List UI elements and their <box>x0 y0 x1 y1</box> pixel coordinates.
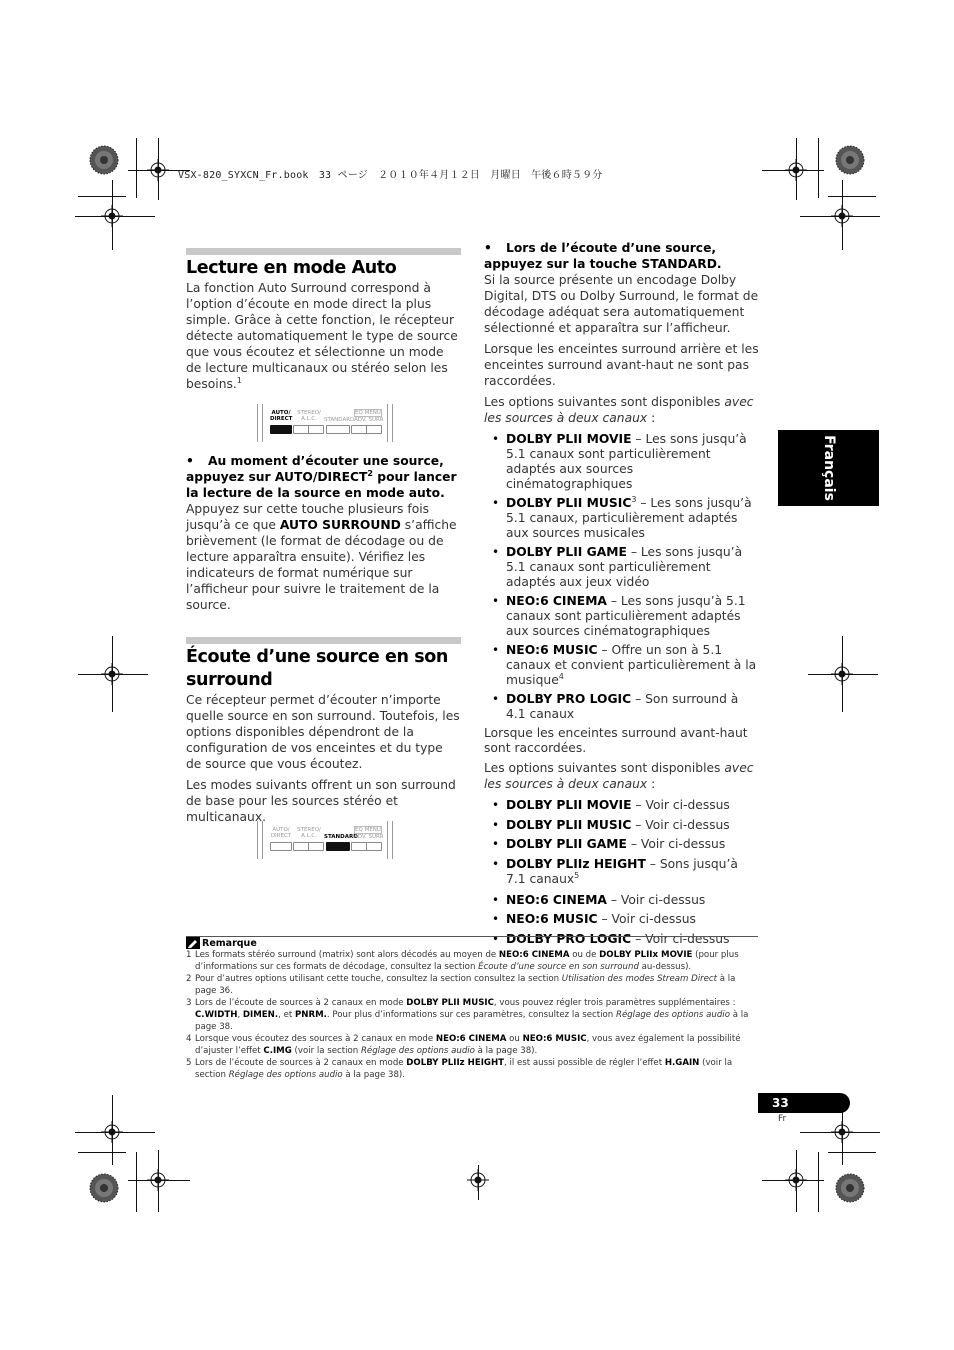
registration-mark-icon <box>785 1169 807 1191</box>
step-auto <box>186 453 461 613</box>
auto-direct-button <box>270 842 292 851</box>
list-item: • DOLBY PLII GAME – Voir ci-dessus <box>484 837 759 852</box>
note-text: (voir la section <box>291 1046 361 1056</box>
note-text: Lorsque vous écoutez des sources à 2 canaux en mode <box>195 1034 436 1044</box>
registration-mark-icon <box>831 663 853 685</box>
paragraph: Les options suivantes sont disponibles avec les sources à deux canaux : <box>484 761 754 791</box>
paragraph: Appuyez sur cette touche plusieurs fois jusqu’à ce que AUTO SURROUND s’affiche brièvement (le format de décodage ou de lecture apparaîtra ensuite). Vérifiez les indicateurs de format numérique sur l’afficheur pour suivre le traitement de la source. <box>186 502 457 612</box>
auto-direct-label: AUTO/ DIRECT <box>270 827 292 839</box>
note-text: à la page 36. <box>195 974 736 996</box>
list-item: • NEO:6 MUSIC – Offre un son à 5.1 canaux et convient particulièrement à la musique$^4$ <box>484 643 759 688</box>
crop-line <box>78 1152 126 1153</box>
section-title-surround: Écoute d’une source en son surround <box>186 647 448 690</box>
section-bar <box>186 248 461 255</box>
front-panel-diagram-standard <box>257 821 393 859</box>
mode-list-no-height <box>484 432 759 722</box>
list-item: • DOLBY PLII GAME – Les sons jusqu’à 5.1 canaux sont particulièrement adaptés aux jeux vidéo <box>484 545 759 590</box>
note-number: 4 <box>186 1034 192 1044</box>
auto-direct-label: AUTO/ DIRECT <box>270 410 293 422</box>
note-item <box>186 973 758 997</box>
paragraph: La fonction Auto Surround correspond à l’option d’écoute en mode direct la plus simple. Grâce à cette fonction, le récepteur détecte automatiquement le type de source que vous écoutez et sélectionne un mode de lecture multicanaux ou stéréo selon les besoins.$^1$ <box>186 281 458 391</box>
note-item <box>186 1057 758 1081</box>
page-number-badge <box>758 1093 850 1113</box>
list-item: • NEO:6 CINEMA – Les sons jusqu’à 5.1 canaux sont particulièrement adaptés aux sources cinématographiques <box>484 594 759 639</box>
crop-line <box>828 196 876 197</box>
list-item: • DOLBY PRO LOGIC – Son surround à 4.1 canaux <box>484 692 759 722</box>
registration-mark-icon <box>101 205 123 227</box>
list-item: • DOLBY PLII MUSIC – Voir ci-dessus <box>484 818 759 833</box>
stereo-alc-label: STEREO/ A.L.C. <box>297 410 321 422</box>
page-number: 33 <box>772 1096 789 1110</box>
list-item: • DOLBY PLIIz HEIGHT – Sons jusqu’à 7.1 canaux$^5$ <box>484 857 759 887</box>
registration-mark-icon <box>467 1169 489 1191</box>
note-text: DOLBY PLII MUSIC <box>406 998 494 1008</box>
list-item: • NEO:6 CINEMA – Voir ci-dessus <box>484 893 759 908</box>
standard-label: STANDARD <box>324 417 355 423</box>
note-text: NEO:6 CINEMA <box>498 950 570 960</box>
note-text: , vous pouvez régler trois paramètres supplémentaires : <box>493 998 736 1008</box>
note-text: (pour plus d’informations sur ces formats de décodage, consultez la section <box>195 950 739 972</box>
note-text: Pour d’autres options utilisant cette touche, consultez la section consultez la section <box>195 974 562 984</box>
note-text: C.IMG <box>263 1046 292 1056</box>
note-text: , <box>237 1010 243 1020</box>
surr-button <box>366 425 382 434</box>
note-icon <box>186 937 200 949</box>
paragraph: Les modes suivants offrent un son surround de base pour les sources stéréo et multicanaux. <box>186 778 456 824</box>
note-text: PNRM. <box>294 1010 327 1020</box>
note-text: H.GAIN <box>664 1058 700 1068</box>
note-text: Réglage des options audio <box>228 1070 343 1080</box>
right-column <box>484 240 759 947</box>
alc-button <box>308 842 324 851</box>
standard-button <box>326 425 350 434</box>
note-text: à la page 38). <box>342 1070 406 1080</box>
note-text: DOLBY PLIIz HEIGHT <box>406 1058 505 1068</box>
stereo-button <box>293 425 309 434</box>
step-instruction: • Lors de l’écoute d’une source, appuyez sur la touche STANDARD. <box>484 241 722 271</box>
language-code: Fr <box>778 1114 787 1124</box>
language-tab-label: Français <box>820 435 837 501</box>
adv-surr-label: ADV. SURR <box>354 417 384 423</box>
note-text: à la page 38. <box>195 1010 749 1032</box>
adv-button <box>351 842 367 851</box>
note-number: 5 <box>186 1058 192 1068</box>
front-panel-diagram-auto <box>257 404 393 442</box>
notes-list <box>186 949 758 1081</box>
auto-direct-button <box>270 425 292 434</box>
note-text: à la page 38). <box>474 1046 538 1056</box>
paragraph: Ce récepteur permet d’écouter n’importe quelle source en son surround. Toutefois, les options disponibles dépendront de la configuration de vos enceintes et du type de source que vous écoutez. <box>186 693 460 771</box>
note-number: 2 <box>186 974 192 984</box>
eq-menu-label: EQ MENU <box>355 827 381 833</box>
eq-menu-label: EQ MENU <box>355 410 381 416</box>
adv-button <box>351 425 367 434</box>
note-text: C.WIDTH <box>195 1010 238 1020</box>
mode-list-height <box>484 798 759 947</box>
standard-label: STANDARD <box>324 834 358 840</box>
registration-mark-icon <box>147 159 169 181</box>
crop-line <box>136 138 137 198</box>
note-text: Les formats stéréo surround (matrix) sont alors décodés au moyen de <box>195 950 499 960</box>
registration-mark-icon <box>147 1169 169 1191</box>
paragraph: Si la source présente un encodage Dolby Digital, DTS ou Dolby Surround, le format de décodage adéquat sera automatiquement sélectionné et apparaîtra sur l’afficheur. <box>484 273 759 335</box>
note-item <box>186 1033 758 1057</box>
note-item <box>186 997 758 1033</box>
registration-mark-icon <box>101 663 123 685</box>
alc-button <box>308 425 324 434</box>
note-text: , et <box>278 1010 295 1020</box>
note-text: . Pour plus d’informations sur ces paramètres, consultez la section <box>326 1010 616 1020</box>
stereo-alc-label: STEREO/ A.L.C. <box>297 827 321 839</box>
note-text: ou <box>506 1034 523 1044</box>
surr-button <box>366 842 382 851</box>
list-item: • DOLBY PLII MOVIE – Voir ci-dessus <box>484 798 759 813</box>
note-text: , il est aussi possible de régler l’effet <box>504 1058 665 1068</box>
registration-mark-icon <box>831 1121 853 1143</box>
crop-line <box>78 196 126 197</box>
notes-heading: Remarque <box>186 937 758 949</box>
registration-mark-icon <box>785 159 807 181</box>
starburst-icon <box>835 145 865 175</box>
language-tab <box>778 430 879 506</box>
standard-button <box>326 842 350 851</box>
paragraph: Les options suivantes sont disponibles avec les sources à deux canaux : <box>484 395 754 425</box>
note-text: NEO:6 CINEMA <box>435 1034 507 1044</box>
registration-mark-icon <box>101 1121 123 1143</box>
note-text: DIMEN. <box>242 1010 279 1020</box>
list-item: • DOLBY PRO LOGIC – Voir ci-dessus <box>484 932 759 947</box>
list-item: • DOLBY PLII MUSIC$^3$ – Les sons jusqu’à 5.1 canaux, particulièrement adaptés aux sources musicales <box>484 496 759 541</box>
crop-line <box>818 1152 819 1212</box>
note-text: (voir la section <box>195 1058 733 1080</box>
note-text: au-dessus). <box>638 962 692 972</box>
note-text: ou de <box>569 950 600 960</box>
stereo-button <box>293 842 309 851</box>
notes-section <box>186 936 758 1081</box>
adv-surr-label: ADV. SURR <box>354 834 384 840</box>
starburst-icon <box>89 145 119 175</box>
note-text: Réglage des options audio <box>615 1010 730 1020</box>
section-auto-body <box>186 280 461 392</box>
crop-line <box>818 138 819 198</box>
list-item: • DOLBY PLII MOVIE – Les sons jusqu’à 5.1 canaux sont particulièrement adaptés aux sources cinématographiques <box>484 432 759 492</box>
paragraph: Lorsque les enceintes surround arrière et les enceintes surround avant-haut ne sont pas raccordées. <box>484 342 759 388</box>
starburst-icon <box>835 1173 865 1203</box>
note-text: Utilisation des modes Stream Direct <box>561 974 718 984</box>
note-item <box>186 949 758 973</box>
note-text: Lors de l’écoute de sources à 2 canaux en mode <box>195 1058 407 1068</box>
note-text: , vous avez également la possibilité d’ajuster l’effet <box>195 1034 741 1056</box>
crop-line <box>136 1152 137 1212</box>
registration-mark-icon <box>831 205 853 227</box>
note-text: Réglage des options audio <box>360 1046 475 1056</box>
note-text: DOLBY PLIIx MOVIE <box>599 950 693 960</box>
section-bar <box>186 637 461 644</box>
crop-line <box>828 1152 876 1153</box>
section-surround-body <box>186 692 461 825</box>
note-text: Lors de l’écoute de sources à 2 canaux en mode <box>195 998 407 1008</box>
list-item: • NEO:6 MUSIC – Voir ci-dessus <box>484 912 759 927</box>
paragraph: Lorsque les enceintes surround avant-haut sont raccordées. <box>484 726 748 755</box>
print-header: VSX-820_SYXCN_Fr.book 33 ページ ２０１０年４月１２日 月曜日 午後６時５９分 <box>178 170 603 181</box>
note-text: Écoute d’une source en son surround <box>478 962 639 972</box>
note-number: 3 <box>186 998 192 1008</box>
step-instruction: • Au moment d’écouter une source, appuyez sur AUTO/DIRECT$^2$ pour lancer la lecture de la source en mode auto. <box>186 454 457 500</box>
starburst-icon <box>89 1173 119 1203</box>
note-number: 1 <box>186 950 192 960</box>
note-text: NEO:6 MUSIC <box>522 1034 587 1044</box>
section-title-auto: Lecture en mode Auto <box>186 258 397 278</box>
